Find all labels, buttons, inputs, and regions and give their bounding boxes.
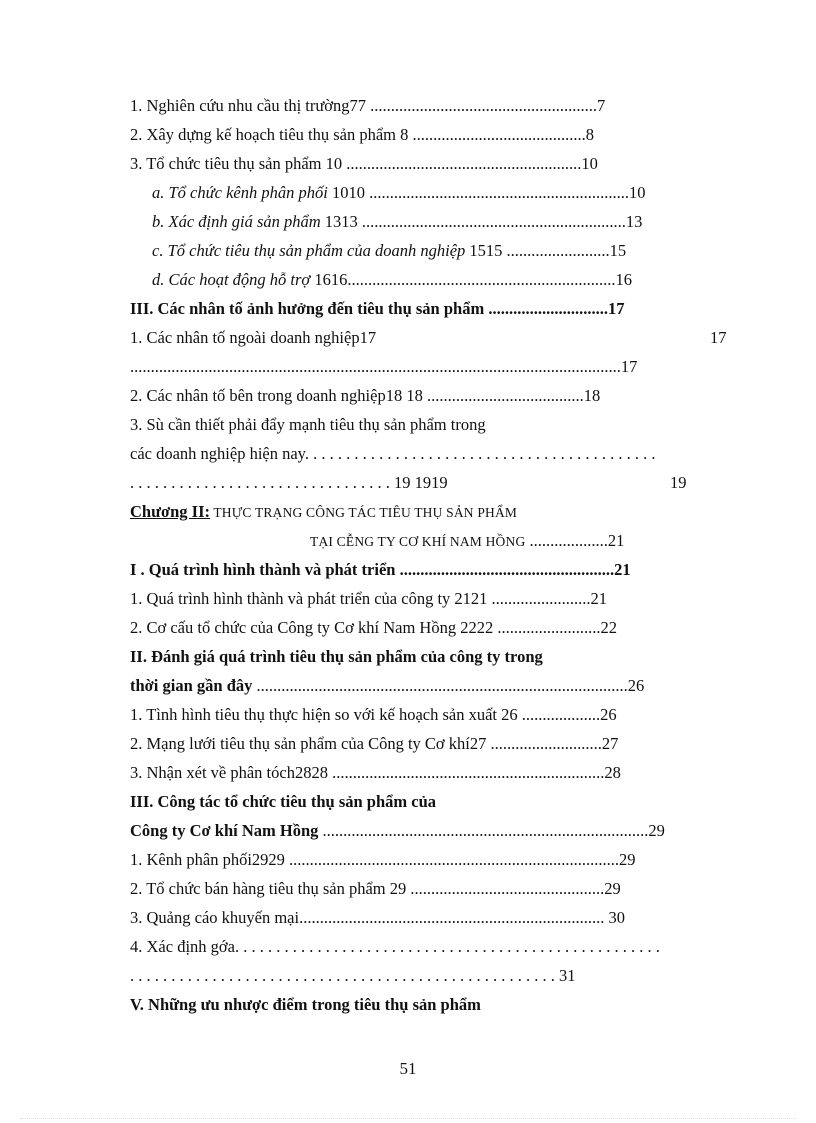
toc-entry: 2. Xây dựng kế hoạch tiêu thụ sản phẩm 8 ..........................................8 xyxy=(130,125,595,144)
toc-entry xyxy=(152,211,642,233)
toc-section-heading xyxy=(130,675,644,697)
toc-section-heading: III. Công tác tổ chức tiêu thụ sản phẩm của xyxy=(130,792,437,811)
chapter-label: Chương II: xyxy=(130,502,211,521)
toc-entry xyxy=(152,182,645,204)
toc-entry-page: 1616.................................................................16 xyxy=(310,270,632,289)
toc-section-heading: V. Những ưu nhược điểm trong tiêu thụ sản phẩm xyxy=(130,995,481,1014)
toc-entry: 2. Các nhân tố bên trong doanh nghiệp18 18 ......................................18 xyxy=(130,386,601,405)
toc-section-heading: I . Quá trình hình thành và phát triển ....................................................21 xyxy=(130,560,631,579)
toc-entry: 1. Các nhân tố ngoài doanh nghiệp17 xyxy=(130,328,377,347)
toc-entry-title: a. Tổ chức kênh phân phối xyxy=(152,183,328,202)
toc-entry-title: c. Tổ chức tiêu thụ sản phẩm của doanh nghiệp xyxy=(152,241,466,260)
toc-entry: .......................................................................................................................17 xyxy=(130,357,638,376)
toc-entry-title: d. Các hoạt động hỗ trợ xyxy=(152,270,311,289)
toc-entry: 2. Tổ chức bán hàng tiêu thụ sản phẩm 29 ...............................................29 xyxy=(130,879,621,898)
chapter-title: THỰC TRẠNG CÔNG TÁC TIÊU THỤ SẢN PHẨM xyxy=(210,505,518,520)
toc-entry: 1. Nghiên cứu nhu cầu thị trường77 .......................................................7 xyxy=(130,96,606,115)
toc-entry: 4. Xác định gớa. . . . . . . . . . . . . . . . . . . . . . . . . . . . . . . . . . . . . . . . . . . . . . . . . . . . xyxy=(130,937,660,956)
toc-entry-title: thời gian gần đây xyxy=(130,676,253,695)
toc-entry-page: 17 xyxy=(710,328,727,347)
toc-entry-page: 1313 ................................................................13 xyxy=(320,212,643,231)
toc-entry: các doanh nghiệp hiện nay. . . . . . . . . . . . . . . . . . . . . . . . . . . . . . . . . . . . . . . . . . . xyxy=(130,444,656,463)
toc-entry-page: ...................21 xyxy=(525,531,625,550)
toc-entry-page: 1010 ...............................................................10 xyxy=(327,183,646,202)
toc-entry-page: 19 xyxy=(670,473,687,492)
toc-entry: . . . . . . . . . . . . . . . . . . . . . . . . . . . . . . . . . . . . . . . . . . . . . . . . . . . . 31 xyxy=(130,966,576,985)
toc-entry xyxy=(152,269,632,291)
chapter-title: TẠI CỄNG TY CƠ KHÍ NAM HỒNG xyxy=(310,534,526,549)
toc-entry: 2. Mạng lưới tiêu thụ sản phẩm của Công ty Cơ khí27 ...........................27 xyxy=(130,734,619,753)
toc-entry: 1. Kênh phân phối2929 ................................................................................29 xyxy=(130,850,636,869)
toc-entry: . . . . . . . . . . . . . . . . . . . . . . . . . . . . . . . . 19 1919 xyxy=(130,473,448,492)
toc-chapter-heading xyxy=(310,530,624,553)
toc-entry: 1. Quá trình hình thành và phát triển của công ty 2121 ........................21 xyxy=(130,589,608,608)
toc-entry: 3. Tổ chức tiêu thụ sản phẩm 10 .........................................................10 xyxy=(130,154,598,173)
toc-entry: 1. Tình hình tiêu thụ thực hiện so với kế hoạch sản xuất 26 ...................26 xyxy=(130,705,617,724)
toc-section-heading xyxy=(130,820,665,842)
toc-entry-page: ...............................................................................29 xyxy=(318,821,665,840)
toc-section-heading: III. Các nhân tố ảnh hưởng đến tiêu thụ sản phẩm .............................17 xyxy=(130,299,625,318)
toc-entry-title: Công ty Cơ khí Nam Hồng xyxy=(130,821,319,840)
toc-entry-title: b. Xác định giá sản phẩm xyxy=(152,212,321,231)
toc-entry: 2. Cơ cấu tổ chức của Công ty Cơ khí Nam Hồng 2222 .........................22 xyxy=(130,618,617,637)
toc-entry: 3. Nhận xét về phân tóch2828 ..................................................................28 xyxy=(130,763,621,782)
toc-chapter-heading xyxy=(130,501,517,524)
toc-entry: 3. Sù cần thiết phải đẩy mạnh tiêu thụ sản phẩm trong xyxy=(130,415,486,434)
page-number: 51 xyxy=(399,1059,417,1078)
page-bottom-border xyxy=(20,1118,796,1119)
toc-section-heading: II. Đánh giá quá trình tiêu thụ sản phẩm của công ty trong xyxy=(130,647,543,666)
toc-entry: 3. Quảng cáo khuyến mại.......................................................................... 30 xyxy=(130,908,625,927)
toc-entry xyxy=(152,240,626,262)
toc-entry-page: ..........................................................................................26 xyxy=(252,676,645,695)
toc-entry-page: 1515 .........................15 xyxy=(465,241,627,260)
